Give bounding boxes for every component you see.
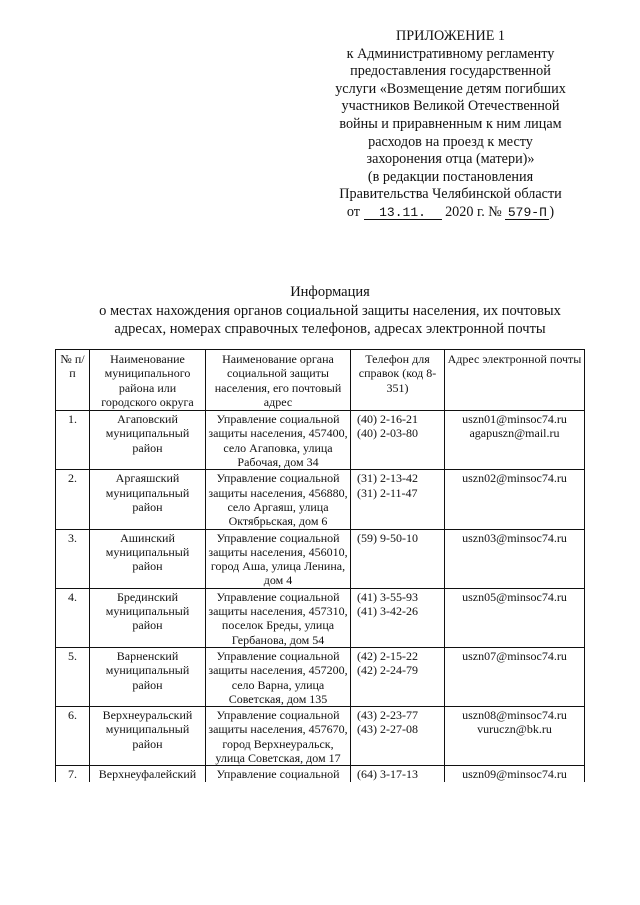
row-number: 3. [56, 529, 90, 588]
table-row [56, 470, 585, 529]
appendix-line: захоронения отца (матери)» [366, 151, 535, 168]
closing-paren: ) [549, 203, 555, 220]
email-cell [445, 529, 585, 588]
phone-number: (59) 9-50-10 [357, 530, 418, 545]
phone-cell [351, 766, 445, 782]
col-header-number: № п/п [56, 350, 90, 411]
email-cell [445, 707, 585, 766]
info-heading [40, 283, 620, 339]
email-address: uszn08@minsoc74.ru [462, 708, 567, 723]
phone-cell [351, 470, 445, 529]
organ-address: Управление социальной защиты населения, 456880, село Аргаяш, улица Октябрьская, дом 6 [206, 470, 351, 529]
table-header-row [56, 350, 585, 411]
appendix-line: (в редакции постановления [367, 168, 534, 185]
district-name: Верхнеуральский муниципальный район [90, 707, 206, 766]
appendix-date-line [318, 204, 583, 222]
organ-address: Управление социальной [206, 766, 351, 782]
row-number: 5. [56, 647, 90, 706]
row-number: 1. [56, 411, 90, 470]
district-name: Брединский муниципальный район [90, 588, 206, 647]
table-row [56, 766, 585, 782]
row-number: 6. [56, 707, 90, 766]
email-address: uszn03@minsoc74.ru [462, 530, 567, 545]
col-header-email: Адрес электронной почты [445, 350, 585, 411]
district-name: Верхнеуфалейский [90, 766, 206, 782]
email-address: uszn02@minsoc74.ru [462, 471, 567, 486]
email-address: uszn01@minsoc74.ru [462, 412, 567, 427]
row-number: 4. [56, 588, 90, 647]
table-row [56, 707, 585, 766]
appendix-block [318, 28, 583, 222]
organ-address: Управление социальной защиты населения, 457670, город Верхнеуральск, улица Советская, дом 17 [206, 707, 351, 766]
appendix-line: предоставления государственной [350, 63, 551, 80]
offices-table [55, 349, 585, 782]
phone-number: (41) 3-55-93 [357, 589, 418, 604]
district-name: Варненский муниципальный район [90, 647, 206, 706]
table-row [56, 588, 585, 647]
table-row [56, 411, 585, 470]
organ-address: Управление социальной защиты населения, 457310, поселок Бреды, улица Гербанова, дом 54 [206, 588, 351, 647]
phone-number: (42) 2-24-79 [357, 663, 418, 678]
email-address: uszn05@minsoc74.ru [462, 589, 567, 604]
phone-number: (41) 3-42-26 [357, 604, 418, 619]
appendix-line: к Административному регламенту [346, 45, 555, 62]
district-name: Агаповский муниципальный район [90, 411, 206, 470]
phone-cell [351, 647, 445, 706]
date-value: 13.11. [364, 206, 442, 220]
resolution-number: 579-П [505, 206, 549, 220]
phone-number: (42) 2-15-22 [357, 648, 418, 663]
organ-address: Управление социальной защиты населения, 456010, город Аша, улица Ленина, дом 4 [206, 529, 351, 588]
appendix-line: участников Великой Отечественной [341, 98, 560, 115]
appendix-line: Правительства Челябинской области [339, 186, 562, 203]
heading-title: Информация [290, 284, 370, 300]
table-row [56, 529, 585, 588]
phone-cell [351, 588, 445, 647]
col-header-district: Наименование муниципального района или городского округа [90, 350, 206, 411]
table-row [56, 647, 585, 706]
email-cell [445, 647, 585, 706]
col-header-phone: Телефон для справок (код 8-351) [351, 350, 445, 411]
col-header-organ: Наименование органа социальной защиты населения, его почтовый адрес [206, 350, 351, 411]
email-cell [445, 411, 585, 470]
phone-cell [351, 411, 445, 470]
email-address: uszn09@minsoc74.ru [462, 767, 567, 782]
appendix-line: расходов на проезд к месту [368, 133, 533, 150]
phone-number: (64) 3-17-13 [357, 767, 418, 782]
appendix-line: войны и приравненным к ним лицам [339, 115, 562, 132]
email-cell [445, 588, 585, 647]
phone-cell [351, 707, 445, 766]
district-name: Ашинский муниципальный район [90, 529, 206, 588]
email-address: uszn07@minsoc74.ru [462, 648, 567, 663]
heading-line: о местах нахождения органов социальной защиты населения, их почтовых [99, 302, 561, 319]
heading-line: адресах, номерах справочных телефонов, адресах электронной почты [114, 321, 546, 337]
organ-address: Управление социальной защиты населения, 457200, село Варна, улица Советская, дом 135 [206, 647, 351, 706]
phone-number: (43) 2-27-08 [357, 722, 418, 737]
organ-address: Управление социальной защиты населения, 457400, село Агаповка, улица Рабочая, дом 34 [206, 411, 351, 470]
email-address: vuruczn@bk.ru [477, 722, 552, 737]
appendix-title: ПРИЛОЖЕНИЕ 1 [395, 28, 506, 44]
phone-number: (40) 2-16-21 [357, 412, 418, 427]
phone-number: (31) 2-11-47 [357, 485, 418, 500]
phone-number: (31) 2-13-42 [357, 471, 418, 486]
row-number: 7. [56, 766, 90, 782]
district-name: Аргаяшский муниципальный район [90, 470, 206, 529]
date-prefix: от [346, 203, 360, 220]
row-number: 2. [56, 470, 90, 529]
email-cell [445, 470, 585, 529]
phone-number: (43) 2-23-77 [357, 708, 418, 723]
phone-cell [351, 529, 445, 588]
email-address: agapuszn@mail.ru [469, 426, 560, 441]
email-cell [445, 766, 585, 782]
appendix-line: услуги «Возмещение детям погибших [335, 80, 566, 97]
year-text: 2020 г. № [445, 203, 502, 220]
phone-number: (40) 2-03-80 [357, 426, 418, 441]
